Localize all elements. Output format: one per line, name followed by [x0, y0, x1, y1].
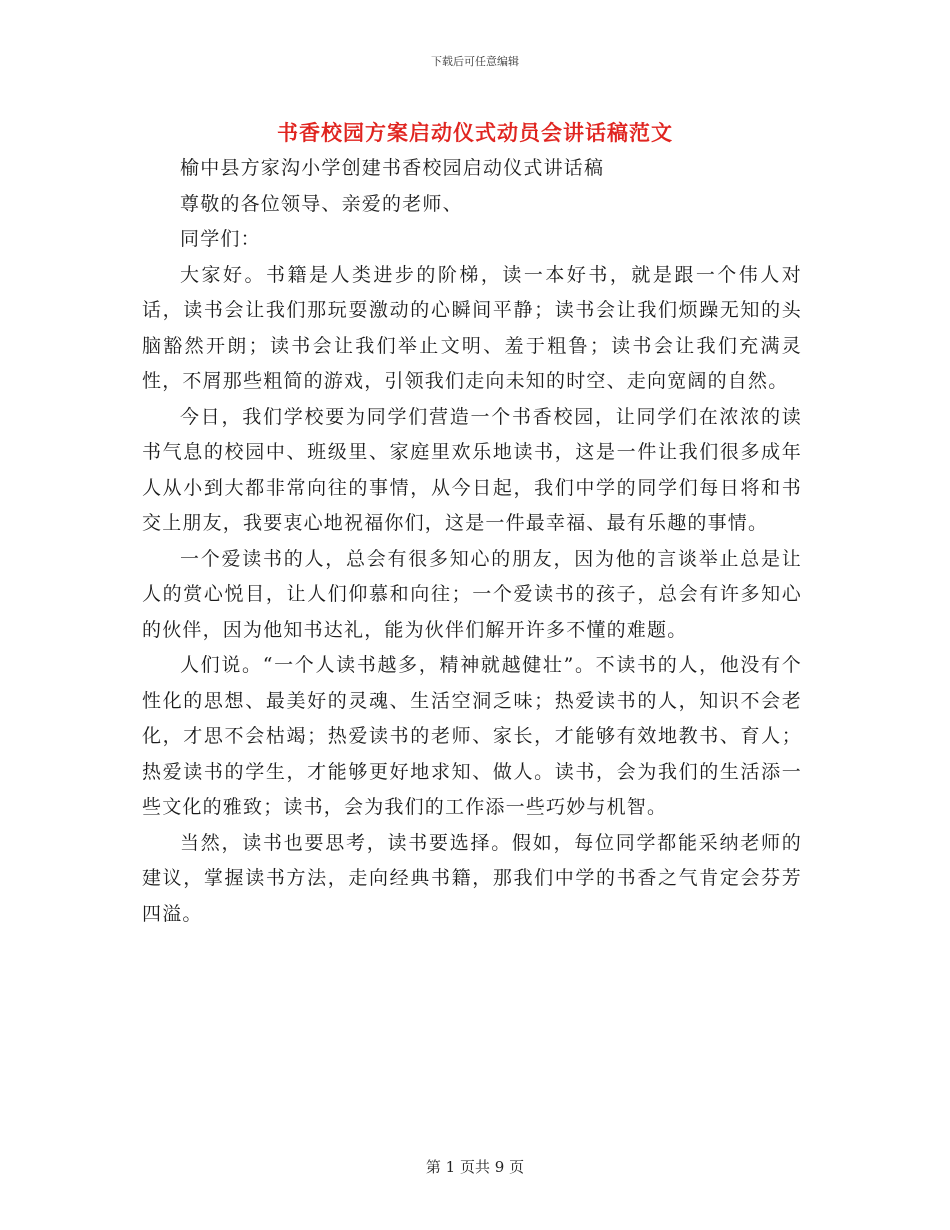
paragraph: 大家好。书籍是人类进步的阶梯，读一本好书，就是跟一个伟人对话，读书会让我们那玩耍激动的心瞬间平静；读书会让我们烦躁无知的头脑豁然开朗；读书会让我们举止文明、羞于粗鲁；读书会让我们充满灵性，不屑那些粗简的游戏，引领我们走向未知的时空、走向宽阔的自然。: [142, 263, 802, 392]
paragraph: 当然，读书也要思考，读书要选择。假如，每位同学都能采纳老师的建议，掌握读书方法，走向经典书籍，那我们中学的书香之气肯定会芬芳四溢。: [142, 831, 802, 925]
paragraph: 今日，我们学校要为同学们营造一个书香校园，让同学们在浓浓的读书气息的校园中、班级里、家庭里欢乐地读书，这是一件让我们很多成年人从小到大都非常向往的事情，从今日起，我们中学的同学们每日将和书交上朋友，我要衷心地祝福你们，这是一件最幸福、最有乐趣的事情。: [142, 405, 802, 534]
paragraph-salutation-cont: 同学们：: [180, 228, 261, 250]
document-body: [142, 151, 802, 932]
paragraph: 一个爱读书的人，总会有很多知心的朋友，因为他的言谈举止总是让人的赏心悦目，让人们仰慕和向往；一个爱读书的孩子，总会有许多知心的伙伴，因为他知书达礼，能为伙伴们解开许多不懂的难题。: [142, 547, 802, 641]
paragraph: 人们说。“一个人读书越多，精神就越健壮”。不读书的人，他没有个性化的思想、最美好的灵魂、生活空洞乏味；热爱读书的人，知识不会老化，才思不会枯竭；热爱读书的老师、家长，才能够有效地教书、育人；热爱读书的学生，才能够更好地求知、做人。读书，会为我们的生活添一些文化的雅致；读书，会为我们的工作添一些巧妙与机智。: [142, 654, 802, 818]
paragraph-salutation: 尊敬的各位领导、亲爱的老师、: [180, 192, 463, 215]
paragraph-subtitle: 榆中县方家沟小学创建书香校园启动仪式讲话稿: [180, 157, 605, 179]
document-title: 书香校园方案启动仪式动员会讲话稿范文: [277, 120, 673, 145]
page-number: 第 1 页共 9 页: [425, 1158, 525, 1176]
page-header-note: 下载后可任意编辑: [431, 55, 519, 68]
